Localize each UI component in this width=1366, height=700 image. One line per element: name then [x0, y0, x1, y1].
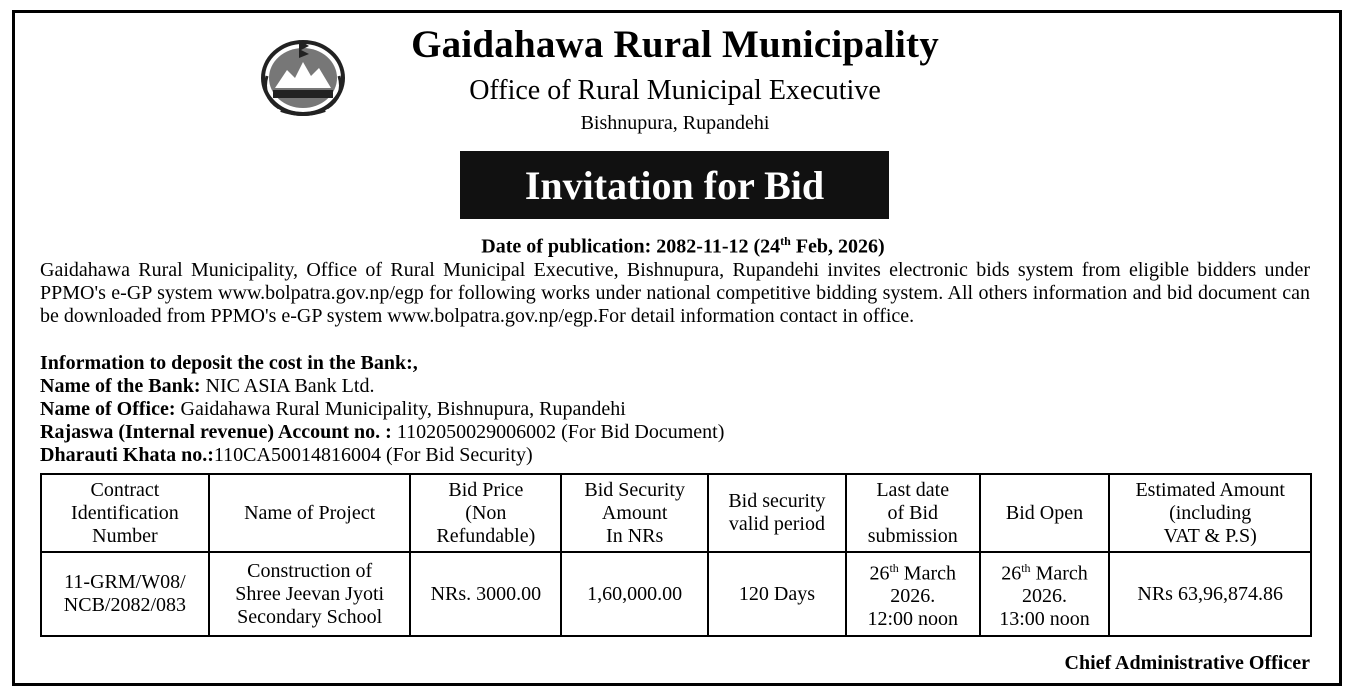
table-header-row [41, 474, 1311, 552]
government-emblem-icon [257, 36, 349, 118]
cell-project: Construction of Shree Jeevan Jyoti Secondary School [209, 552, 411, 636]
intro-paragraph: Gaidahawa Rural Municipality, Office of Rural Municipal Executive, Bishnupura, Rupandehi invites electronic bids system from eligible bidders under PPMO's e-GP system www.bolpatra.gov.np/egp for following works under national competitive bidding system. All others information and bid document can be downloaded from PPMO's e-GP system www.bolpatra.gov.np/egp.For detail information contact in office. [40, 259, 1310, 327]
rajaswa-account-line: Rajaswa (Internal revenue) Account no. : 1102050029006002 (For Bid Document) [40, 421, 725, 443]
cell-contract-id: 11-GRM/W08/ NCB/2082/083 [41, 552, 209, 636]
cell-last-date: 26th March 2026. 12:00 noon [846, 552, 980, 636]
header-estimate: Estimated Amount (including VAT & P.S) [1109, 474, 1311, 552]
office-location: Bishnupura, Rupandehi [580, 112, 770, 134]
cell-estimate: NRs 63,96,874.86 [1109, 552, 1311, 636]
header-security-amount: Bid Security Amount In NRs [561, 474, 708, 552]
organization-name: Gaidahawa Rural Municipality [411, 23, 939, 66]
notice-title: Invitation for Bid [460, 151, 889, 219]
header-security-period: Bid security valid period [708, 474, 846, 552]
header-bid-price: Bid Price (Non Refundable) [410, 474, 561, 552]
header-bid-open: Bid Open [980, 474, 1110, 552]
bank-name-line: Name of the Bank: NIC ASIA Bank Ltd. [40, 375, 375, 397]
publication-date: Date of publication: 2082-11-12 (24th Feb, 2026) [481, 234, 885, 258]
dharauti-account-line: Dharauti Khata no.:110CA50014816004 (For Bid Security) [40, 444, 533, 466]
bank-info-heading: Information to deposit the cost in the Bank:, [40, 352, 418, 374]
cell-security-period: 120 Days [708, 552, 846, 636]
bid-table [40, 473, 1312, 637]
office-name: Office of Rural Municipal Executive [469, 75, 881, 106]
header-last-date: Last date of Bid submission [846, 474, 980, 552]
cell-bid-price: NRs. 3000.00 [410, 552, 561, 636]
cell-security-amount: 1,60,000.00 [561, 552, 708, 636]
header-project: Name of Project [209, 474, 411, 552]
table-row [41, 552, 1311, 636]
bank-info [40, 352, 1310, 467]
office-name-line: Name of Office: Gaidahawa Rural Municipality, Bishnupura, Rupandehi [40, 398, 626, 420]
cell-bid-open: 26th March 2026. 13:00 noon [980, 552, 1110, 636]
header-contract-id: Contract Identification Number [41, 474, 209, 552]
signatory-title: Chief Administrative Officer [1064, 652, 1310, 674]
